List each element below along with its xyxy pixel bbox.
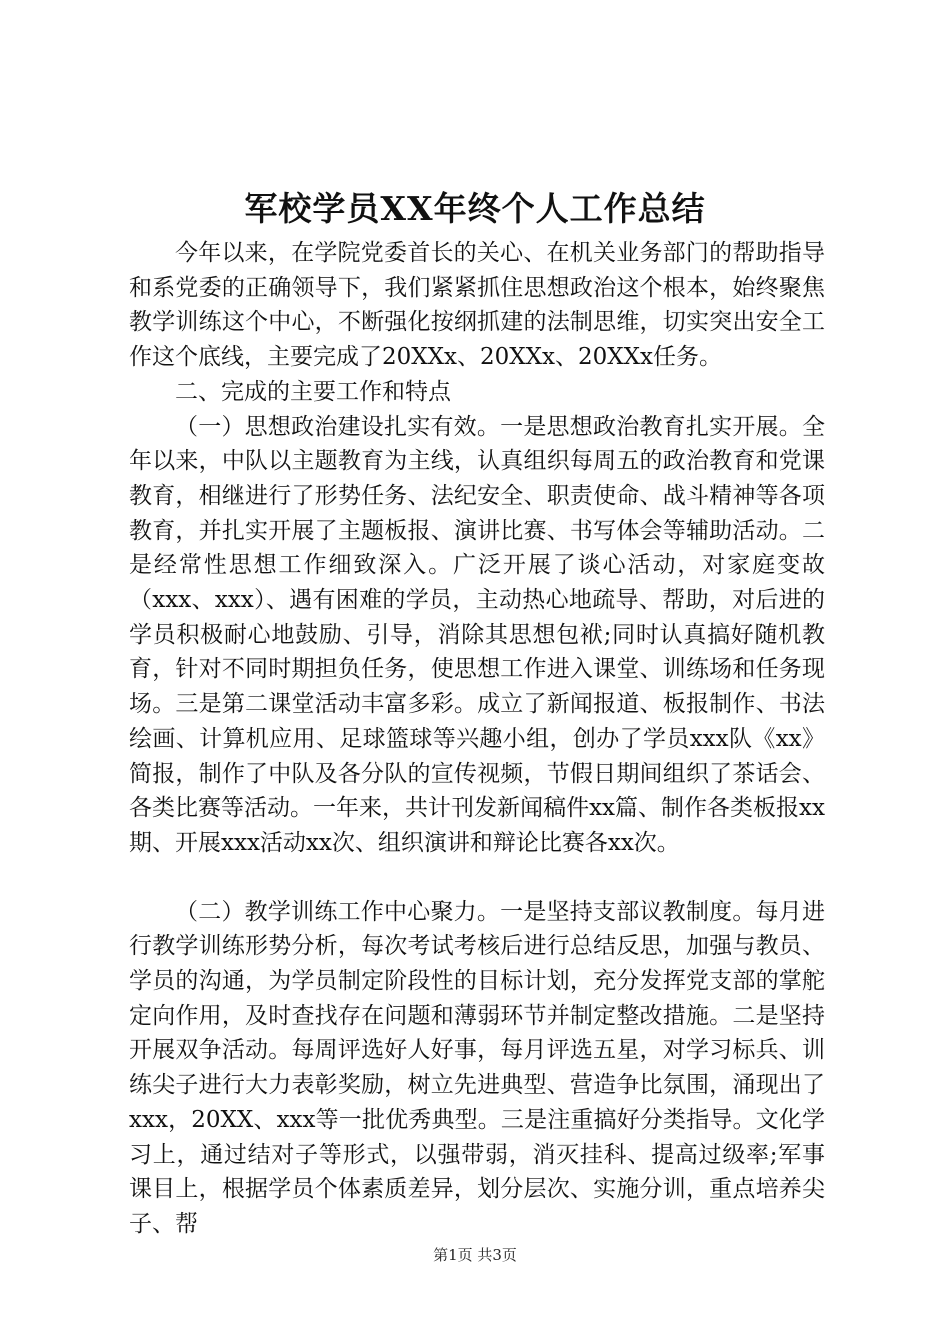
paragraph-political-work: （一）思想政治建设扎实有效。一是思想政治教育扎实开展。全年以来，中队以主题教育为主线，认真组织每周五的政治教育和党课教育，相继进行了形势任务、法纪安全、职责使命、战斗精神等各项教育，并扎实开展了主题板报、演讲比赛、书写体会等辅助活动。二是经常性思想工作细致深入。广泛开展了谈心活动，对家庭变故（xxx、xxx）、遇有困难的学员，主动热心地疏导、帮助，对后进的学员积极耐心地鼓励、引导，消除其思想包袱;同时认真搞好随机教育，针对不同时期担负任务，使思想工作进入课堂、训练场和任务现场。三是第二课堂活动丰富多彩。成立了新闻报道、板报制作、书法绘画、计算机应用、足球篮球等兴趣小组，创办了学员xxx队《xx》简报，制作了中队及各分队的宣传视频，节假日期间组织了茶话会、各类比赛等活动。一年来，共计刊发新闻稿件xx篇、制作各类板报xx期、开展xxx活动xx次、组织演讲和辩论比赛各xx次。 bbox=[129, 413, 825, 856]
document-title: 军校学员XX年终个人工作总结 bbox=[244, 189, 706, 228]
page-number-footer: 第1页 共3页 bbox=[433, 1246, 517, 1264]
paragraph-intro: 今年以来，在学院党委首长的关心、在机关业务部门的帮助指导和系党委的正确领导下，我们紧紧抓住思想政治这个根本，始终聚焦教学训练这个中心，不断强化按纲抓建的法制思维，切实突出安全工作这个底线，主要完成了20XXx、20XXx、20XXx任务。 bbox=[129, 240, 825, 371]
section-heading: 二、完成的主要工作和特点 bbox=[175, 378, 451, 405]
document-body bbox=[129, 236, 825, 1242]
paragraph-teaching-training: （二）教学训练工作中心聚力。一是坚持支部议教制度。每月进行教学训练形势分析，每次考试考核后进行总结反思，加强与教员、学员的沟通，为学员制定阶段性的目标计划，充分发挥党支部的掌舵定向作用，及时查找存在问题和薄弱环节并制定整改措施。二是坚持开展双争活动。每周评选好人好事，每月评选五星，对学习标兵、训练尖子进行大力表彰奖励，树立先进典型、营造争比氛围，涌现出了xxx，20XX、xxx等一批优秀典型。三是注重搞好分类指导。文化学习上，通过结对子等形式，以强带弱，消灭挂科、提高过级率;军事课目上，根据学员个体素质差异，划分层次、实施分训，重点培养尖子、帮 bbox=[129, 898, 825, 1237]
